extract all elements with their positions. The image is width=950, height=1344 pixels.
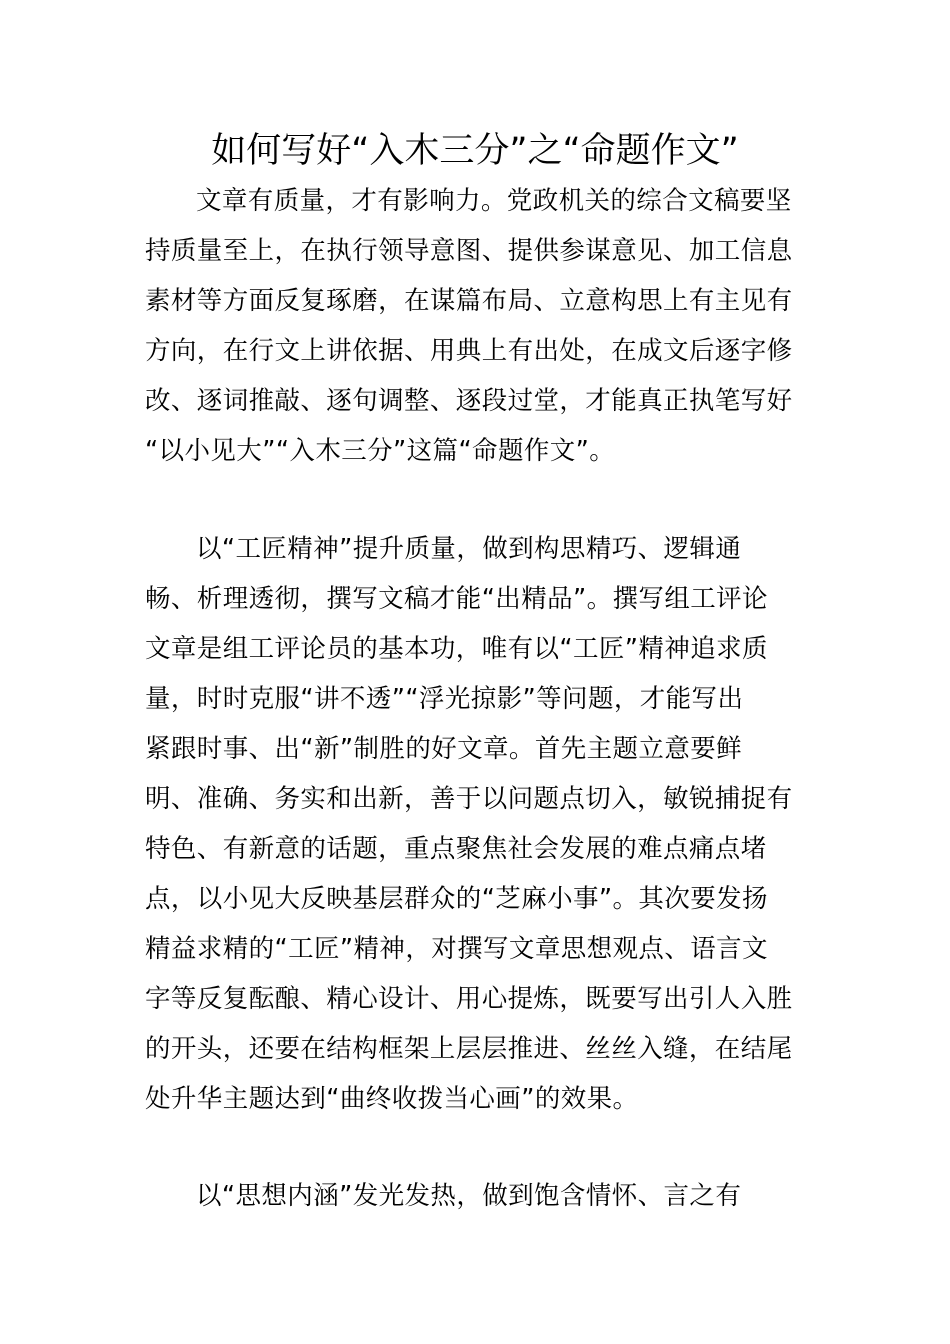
paragraph-line: 以“工匠精神”提升质量，做到构思精巧、逻辑通: [196, 534, 742, 564]
paragraph-2: [145, 524, 810, 1124]
paragraph-1: [145, 176, 810, 476]
paragraph-3: [145, 1171, 810, 1221]
paragraph-line: 文章有质量，才有影响力。党政机关的综合文稿要坚: [196, 186, 792, 216]
paragraph-line: 量，时时克服“讲不透”“浮光掠影”等问题，才能写出: [145, 684, 744, 714]
paragraph-line: 明、准确、务实和出新，善于以问题点切入，敏锐捕捉有: [145, 784, 793, 814]
paragraph-line: 方向，在行文上讲依据、用典上有出处，在成文后逐字修: [145, 336, 793, 366]
paragraph-line: 以“思想内涵”发光发热，做到饱含情怀、言之有: [196, 1181, 742, 1211]
paragraph-line: 畅、析理透彻，撰写文稿才能“出精品”。撰写组工评论: [145, 584, 768, 614]
paragraph-line: 的开头，还要在结构框架上层层推进、丝丝入缝，在结尾: [145, 1034, 793, 1064]
paragraph-line: 精益求精的“工匠”精神，对撰写文章思想观点、语言文: [145, 934, 768, 964]
document-title: 如何写好“入木三分”之“命题作文”: [211, 131, 739, 171]
paragraph-line: 字等反复酝酿、精心设计、用心提炼，既要写出引人入胜: [145, 984, 793, 1014]
paragraph-line: 持质量至上，在执行领导意图、提供参谋意见、加工信息: [145, 236, 793, 266]
paragraph-line: “以小见大”“入木三分”这篇“命题作文”。: [145, 436, 616, 466]
paragraph-line: 特色、有新意的话题，重点聚焦社会发展的难点痛点堵: [145, 834, 767, 864]
paragraph-line: 文章是组工评论员的基本功，唯有以“工匠”精神追求质: [145, 634, 768, 664]
paragraph-line: 紧跟时事、出“新”制胜的好文章。首先主题立意要鲜: [145, 734, 743, 764]
paragraph-line: 点，以小见大反映基层群众的“芝麻小事”。其次要发扬: [145, 884, 768, 914]
paragraph-line: 改、逐词推敲、逐句调整、逐段过堂，才能真正执笔写好: [145, 386, 793, 416]
paragraph-line: 处升华主题达到“曲终收拨当心画”的效果。: [145, 1084, 639, 1114]
paragraph-line: 素材等方面反复琢磨，在谋篇布局、立意构思上有主见有: [145, 286, 793, 316]
